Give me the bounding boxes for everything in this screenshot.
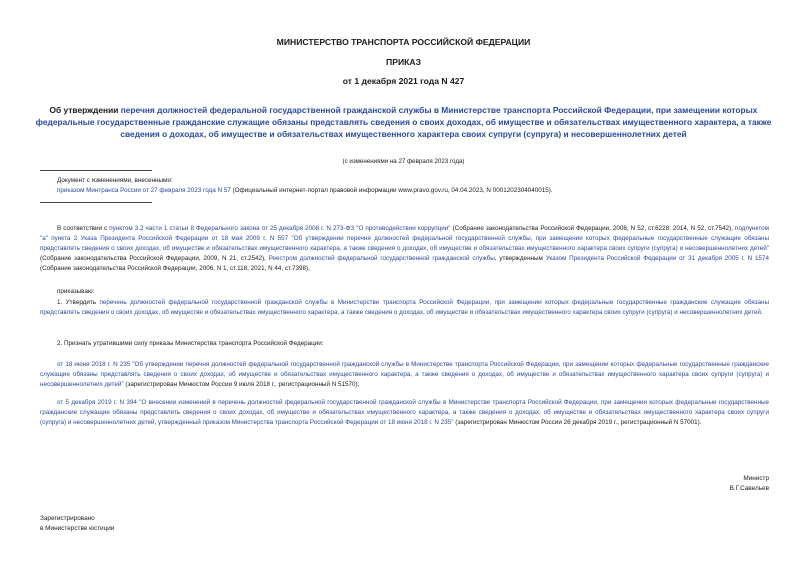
bottom-divider	[40, 202, 152, 203]
preamble-text: (Собрание законодательства Российской Федерации, 2006, N 1, ст.118; 2021, N 44, ст.7398),	[40, 265, 310, 272]
repeal-1-text: (зарегистрирован Минюстом России 9 июля 2018 г., регистрационный N 51570);	[123, 381, 360, 388]
registration-line-2: в Министерстве юстиции	[40, 525, 115, 532]
repeal-1-paragraph	[40, 360, 769, 390]
doc-type-heading: ПРИКАЗ	[386, 57, 421, 67]
item-1-text: .	[760, 309, 763, 316]
signature-position: Министр	[743, 475, 769, 482]
preamble-link-law[interactable]: пунктом 3.2 части 1 статьи 8 Федерального закона от 25 декабря 2008 г. N 273-ФЗ "О противодействии коррупции"	[109, 225, 451, 232]
preamble-link-registry[interactable]: Реестром должностей федеральной государственной гражданской службы	[268, 255, 495, 262]
ministry-heading: МИНИСТЕРСТВО ТРАНСПОРТА РОССИЙСКОЙ ФЕДЕРАЦИИ	[276, 37, 531, 47]
preamble-link-decree-557[interactable]: подпунктом "а" пункта 2 Указа Президента Российской Федерации от 18 мая 2009 г. N 557 "Об утверждении перечня должностей федеральной государственной службы, при замещении которых федеральные государственные служащие обязаны представлять сведения о своих доходах, об имуществе и обязательствах имущественного характера, а также сведения о доходах, об имуществе и обязательствах имущественного характера своих супруги (супруга) и несовершеннолетних детей"	[40, 225, 769, 252]
repeal-2-text: (зарегистрирован Минюстом России 26 декабря 2019 г., регистрационный N 57001).	[453, 419, 702, 426]
preamble-link-decree-1574[interactable]: Указом Президента Российской Федерации от 31 декабря 2005 г. N 1574	[545, 255, 769, 262]
preamble-text: (Собрание законодательства Российской Федерации, 2009, N 21, ст.2542),	[40, 255, 269, 262]
doc-changes-line	[57, 186, 553, 196]
amendment-note: (с изменениями на 27 февраля 2023 года)	[342, 158, 465, 165]
top-divider	[40, 170, 152, 171]
registration-line-1: Зарегистрировано	[40, 515, 95, 522]
repeal-1-link[interactable]: от 18 июня 2018 г. N 235 "Об утверждении перечня должностей федеральной государственной гражданской службы в Министерстве транспорта Российской Федерации, при замещении которых федеральные государственные гражданские служащие обязаны представлять сведения о своих доходах, об имуществе и обязательствах имущественного характера, а также сведения о доходах, об имуществе и обязательствах имущественного характера своих супруги (супруга) и несовершеннолетних детей"	[40, 361, 769, 388]
preamble-text: В соответствии с	[57, 225, 110, 232]
repeal-2-paragraph	[40, 398, 769, 428]
item-2-paragraph: 2. Признать утратившими силу приказы Министерства транспорта Российской Федерации:	[57, 340, 324, 347]
repeal-2-link[interactable]: от 5 декабря 2019 г. N 394 "О внесении изменений в перечень должностей федеральной государственной гражданской службы в Министерстве транспорта Российской Федерации, при замещении которых федеральные государственные гражданские служащие обязаны представлять сведения о своих доходах, об имуществе и обязательствах имущественного характера, а также сведения о доходах, об имуществе и обязательствах имущественного характера своих супруги (супруга) и несовершеннолетних детей, утвержденный приказом Министерства транспорта Российской Федерации от 18 июня 2018 г. N 235"	[40, 399, 769, 426]
doc-changes-source: (Официальный интернет-портал правовой информации www.pravo.gov.ru, 04.04.2023, N 0001202304040015).	[230, 187, 553, 194]
signature-name: В.Г.Савельев	[729, 485, 769, 492]
title-link[interactable]: перечня должностей федеральной государственной гражданской службы в Министерстве транспорта Российской Федерации, при замещении которых федеральные государственные гражданские служащие обязаны представлять сведения о своих доходах, об имуществе и обязательствах имущественного характера, а также сведения о доходах, об имуществе и обязательствах имущественного характера своих супруги (супруга) и несовершеннолетних детей	[35, 105, 772, 139]
doc-changes-label: Документ с изменениями, внесенными:	[57, 177, 173, 184]
item-1-link[interactable]: перечень должностей федеральной государственной гражданской службы в Министерстве транспорта Российской Федерации, при замещении которых федеральные государственные гражданские служащие обязаны представлять сведения о своих доходах, об имуществе и обязательствах имущественного характера, а также сведения о доходах, об имуществе и обязательствах имущественного характера своих супруги (супруга) и несовершеннолетних детей	[40, 299, 769, 316]
item-1-paragraph	[40, 298, 769, 318]
order-word: приказываю:	[57, 288, 95, 295]
preamble-text: (Собрание законодательства Российской Федерации, 2008, N 52, ст.6228; 2014, N 52, ст.7542),	[450, 225, 736, 232]
preamble-text: , утвержденным	[494, 255, 546, 262]
doc-changes-link[interactable]: приказом Минтранса России от 27 февраля 2023 года N 57	[57, 187, 231, 194]
title-prefix: Об утверждении	[49, 105, 121, 115]
preamble-paragraph	[40, 224, 769, 274]
order-title	[30, 104, 777, 140]
order-date-number: от 1 декабря 2021 года N 427	[342, 76, 465, 86]
item-1-text: 1. Утвердить	[57, 299, 100, 306]
